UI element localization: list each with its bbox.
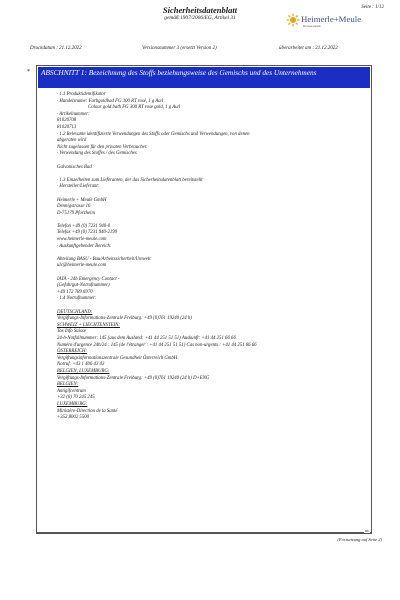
country-switzerland: SCHWEIZ + LIECHTENSTEIN: (57, 322, 120, 328)
logo-tagline: Precious metals (303, 25, 321, 28)
austria-line-2: Notruf: +43 1 406 43 43 (57, 362, 105, 368)
section-bottom-rule (36, 533, 372, 534)
company-street: Dennigstrasse 16 (57, 204, 91, 210)
supplier-label: · Hersteller/Lieferant: (57, 184, 100, 190)
company-fax: Telefax +49 (0) 7231 940-2199 (57, 230, 118, 236)
relevant-uses-heading-1: · 1.2 Relevante identifizierte Verwendungen des Stoffs oder Gemischs und Verwendungen, von denen (57, 131, 250, 137)
product-identifier-heading: · 1.1 Produktidentifikator (57, 92, 106, 97)
austria-line-1: Vergiftungsinformationszentrale Gesundheit Österreich GmbH (57, 355, 178, 361)
company-city: D-75179 Pforzheim (57, 210, 95, 216)
company-phone: Telefon +49 (0) 7231 940-0 (57, 223, 111, 229)
luxembourg-line-2: +352 8002 5500 (57, 415, 90, 421)
continued-note: (Fortsetzung auf Seite 2) (337, 537, 382, 542)
country-germany: DEUTSCHLAND: (57, 309, 93, 315)
trade-name-line-1: · Handelsname: Farbgoldbad FG 300 RT rosé, 1 g Au/l (57, 98, 164, 104)
iata-contact-line-1: IATA - 24h Emergency Contact - (57, 276, 120, 282)
version-number: Versionsnummer 3 (ersetzt Version 2) (142, 46, 217, 51)
country-luxembourg: LUXEMBURG: (57, 401, 88, 407)
info-department: Abteilung BASU - Bau/Arbeitssicherheit/Umwelt (57, 256, 151, 262)
luxembourg-line-1: Ministère-Direction de la Santé (57, 408, 118, 414)
print-date: Druckdatum : 21.12.2022 (30, 46, 82, 51)
belgium-line-1: Antigifcentrum (57, 388, 86, 394)
relevant-uses-heading-2: abgeraten wird (57, 138, 87, 144)
document-title: Sicherheitsdatenblatt (162, 5, 238, 15)
iata-contact-line-2: (Gefahrgut-Notrufnummer) (57, 283, 110, 289)
company-logo (286, 13, 368, 39)
info-email[interactable]: ulc@heimerle-meule.com (57, 263, 107, 269)
company-name: Heimerle + Meule GmbH (57, 197, 107, 203)
use-value: Galvanisches Bad (57, 164, 92, 170)
germany-emergency: Vergiftungs-Informations-Zentrale Freiburg: +49 (0)761 19240 (24 h) (57, 316, 192, 322)
article-number-1: 81020708 (57, 118, 77, 124)
iata-contact-phone: +49 172 789 6970 (57, 289, 93, 295)
article-number-label: · Artikelnummer: (57, 111, 90, 117)
page-country-marker: DE (365, 529, 369, 533)
logo-mark-icon (286, 13, 300, 27)
switzerland-line-3: Numéro d'urgence 24h/24 : 145 (de l'étranger : +41 44 251 51 51) Cas non-urgents : +41 44 251 66 66 (57, 342, 257, 348)
country-belgium-luxembourg: BELGIEN, LUXEMBURG: (57, 368, 110, 374)
revision-date: überarbeitet am : 21.12.2022 (279, 46, 338, 51)
supplier-details-heading: · 1.3 Einzelheiten zum Lieferanten, der das Sicherheitsdatenblatt bereitstellt (57, 177, 203, 183)
use-label: · Verwendung des Stoffes / des Gemisches (57, 151, 137, 157)
trade-name-line-2: Colour gold bath FG 300 RT rose gold, 1 g Au/l (88, 105, 181, 111)
belgium-luxembourg-line-1: Vergiftungs-Informations-Zentrale Freiburg: +49 (0)761 19240 (24 h) D+ENG (57, 375, 210, 381)
section-1-body (57, 92, 369, 422)
info-department-label: · Auskunftgebender Bereich: (57, 243, 112, 249)
relevant-uses-text: Nicht zugelassen für den privaten Verbraucher. (57, 144, 148, 150)
article-number-2: 81020713 (57, 124, 77, 130)
document-subtitle: gemäß 1907/2006/EG, Artikel 31 (164, 15, 236, 21)
change-marker: * (27, 69, 30, 75)
logo-brand-text: Heimerle+Meule (301, 14, 362, 24)
switzerland-line-2: 24-h-Notfallnummer: 145 (aus dem Ausland: +41 44 251 51 51) Auskunft: +41 44 251 66 66 (57, 335, 236, 341)
emergency-number-heading: · 1.4 Notrufnummer: (57, 296, 97, 302)
page-number: Seite : 1/12 (361, 5, 384, 10)
country-belgium: BELGIEN: (57, 382, 79, 388)
belgium-line-2: +32 (0) 70 245 245 (57, 395, 95, 401)
switzerland-line-1: Tox Info Suisse (57, 329, 86, 335)
section-1-heading: ABSCHNITT 1: Bezeichnung des Stoffs beziehungsweise des Gemischs und des Unternehmens (38, 67, 370, 88)
company-website[interactable]: www.heimerle-meule.com (57, 237, 107, 243)
country-austria: ÖSTERREICH: (57, 349, 88, 355)
